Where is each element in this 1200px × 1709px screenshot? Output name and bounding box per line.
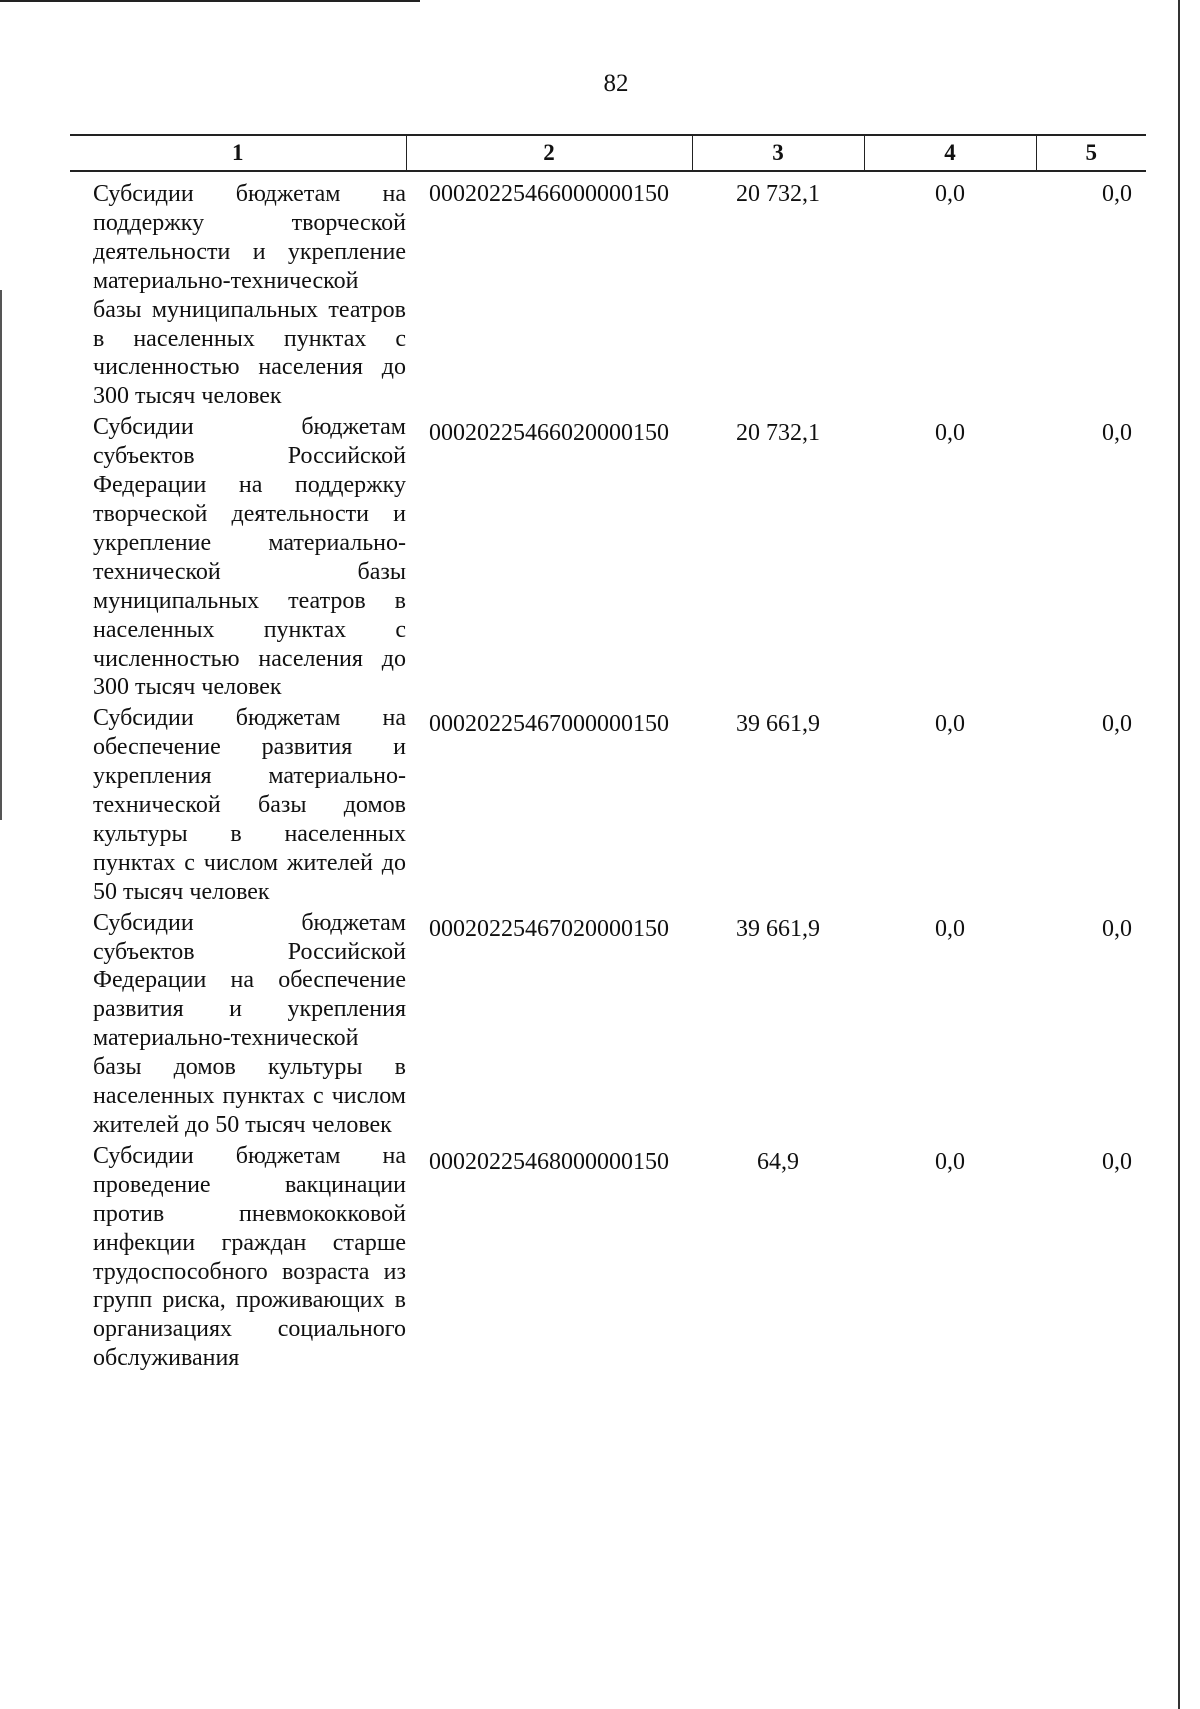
row-name: Субсидии бюджетам субъектов Российской Федерации на обеспечение развития и укрепления материально-технической базы домов культуры в населенных пунктах с числом жителей до 50 тысяч человек (93, 909, 406, 1138)
row-code: 00020225468000000150 (429, 1148, 669, 1175)
row-value-4: 0,0 (935, 711, 965, 738)
budget-table (70, 134, 1146, 1373)
header-col-5: 5 (1036, 135, 1146, 171)
row-value-4: 0,0 (935, 1148, 965, 1175)
row-name: Субсидии бюджетам на проведение вакцинации против пневмококковой инфекции граждан старше трудоспособного возраста из групп риска, проживающих в организациях социального обслуживания (93, 1142, 406, 1372)
table-row (70, 171, 1146, 411)
page-number: 82 (603, 70, 629, 97)
row-value-5: 0,0 (1102, 420, 1132, 447)
row-value-5: 0,0 (1102, 915, 1132, 942)
header-col-4: 4 (864, 135, 1036, 171)
header-col-3: 3 (692, 135, 864, 171)
row-value-4: 0,0 (935, 915, 965, 942)
row-name: Субсидии бюджетам на поддержку творческой деятельности и укрепление материально-технической базы муниципальных театров в населенных пунктах с численностью населения до 300 тысяч человек (93, 181, 406, 410)
table-row (70, 907, 1146, 1140)
table-header-row (70, 135, 1146, 171)
row-code: 00020225466000000150 (429, 181, 669, 207)
row-value-3: 20 732,1 (736, 181, 820, 207)
row-code: 00020225466020000150 (429, 420, 669, 447)
row-value-5: 0,0 (1102, 181, 1132, 207)
row-value-3: 39 661,9 (736, 711, 820, 738)
row-value-4: 0,0 (935, 181, 965, 207)
row-code: 00020225467000000150 (429, 711, 669, 738)
header-col-2: 2 (406, 135, 692, 171)
table-row (70, 1140, 1146, 1373)
scan-edge-left (0, 290, 2, 820)
row-value-5: 0,0 (1102, 711, 1132, 738)
row-name: Субсидии бюджетам субъектов Российской Федерации на поддержку творческой деятельности и укрепление материально-технической базы муниципальных театров в населенных пунктах с численностью населения до 300 тысяч человек (93, 414, 406, 701)
row-value-3: 64,9 (757, 1148, 799, 1175)
row-code: 00020225467020000150 (429, 915, 669, 942)
row-value-5: 0,0 (1102, 1148, 1132, 1175)
table-row (70, 411, 1146, 702)
table-row (70, 702, 1146, 906)
header-col-1: 1 (70, 135, 406, 171)
row-name: Субсидии бюджетам на обеспечение развития и укрепления материально-технической базы домов культуры в населенных пунктах с числом жителей до 50 тысяч человек (93, 705, 406, 905)
scan-edge-right (1178, 0, 1180, 1709)
row-value-4: 0,0 (935, 420, 965, 447)
scan-edge-top (0, 0, 420, 2)
row-value-3: 39 661,9 (736, 915, 820, 942)
row-value-3: 20 732,1 (736, 420, 820, 447)
